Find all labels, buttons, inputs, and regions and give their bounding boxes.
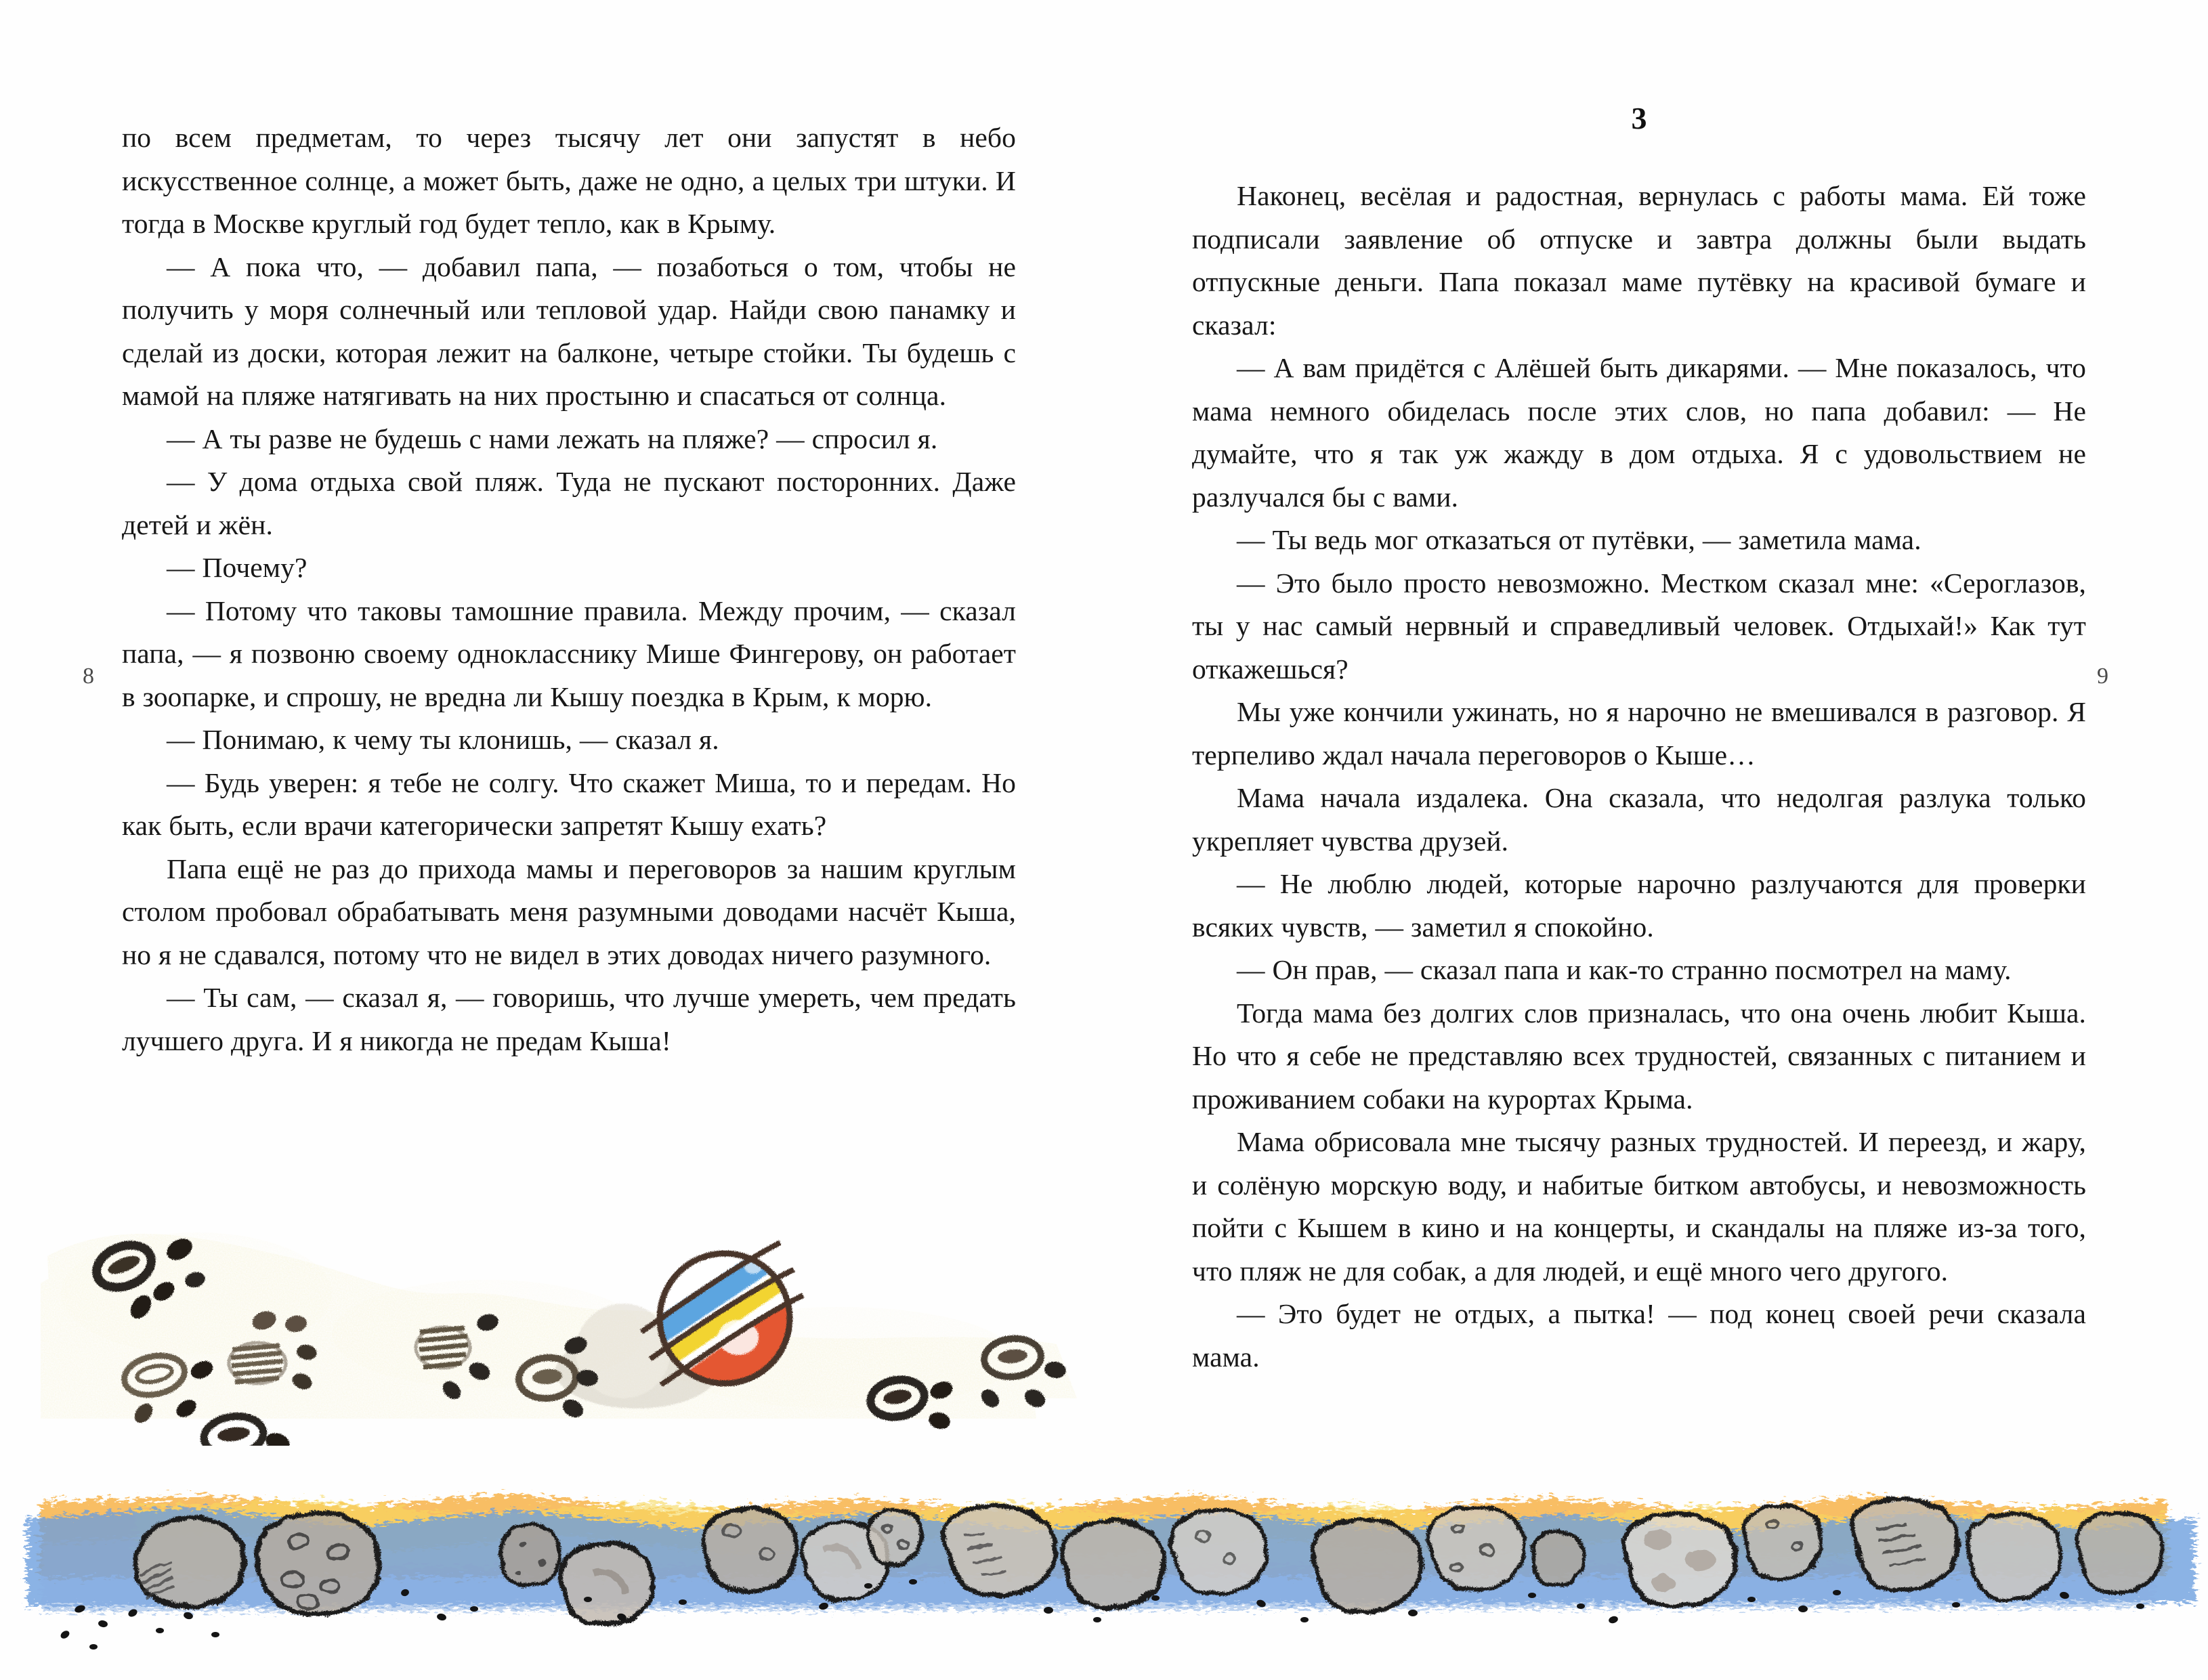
paragraph: по всем предметам, то через тысячу лет они запустят в небо искусственное солнце, а может быть, даже не одно, а целых три штуки. И тогда в Москве круглый год будет тепло, как в Крыму. [122, 122, 1016, 239]
left-page [122, 0, 1070, 1680]
right-page [1192, 0, 2140, 1680]
paragraph: — У дома отдыха свой пляж. Туда не пускают посторонних. Даже детей и жён. [122, 466, 1016, 540]
paragraph: — Потому что таковы тамошние правила. Между прочим, — сказал папа, — я позвоню своему однокласснику Мише Фингерову, он работает в зоопарке, и спрошу, не вредна ли Кышу поездка в Крым, к морю. [122, 595, 1016, 712]
paragraph: — А пока что, — добавил папа, — позаботься о том, чтобы не получить у моря солнечный или тепловой удар. Найди свою панамку и сделай из доски, которая лежит на балконе, четыре стойки. Ты будешь с мамой на пляже натягивать на них простыню и спасаться от солнца. [122, 251, 1016, 411]
chapter-number: 3 [1631, 101, 1647, 135]
paragraph: Мама обрисовала мне тысячу разных трудностей. И переезд, и жару, и солёную морскую воду, и набитые битком автобусы, и невозможность пойти с Кышем в кино и на концерты, и скандалы на пляже из-за того, что пляж не для собак, а для людей, и ещё много чего другого. [1192, 1126, 2086, 1287]
left-page-textblock [122, 116, 1016, 1062]
paragraph: — Ты сам, — сказал я, — говоришь, что лучше умереть, чем предать лучшего друга. И я никогда не предам Кыша! [122, 982, 1016, 1056]
right-page-textblock [1192, 175, 2086, 1379]
paragraph: — Он прав, — сказал папа и как-то странно посмотрел на маму. [1237, 954, 2012, 985]
paragraph: Мы уже кончили ужинать, но я нарочно не вмешивался в разговор. Я терпеливо ждал начала переговоров о Кыше… [1192, 696, 2086, 771]
paragraph: — Ты ведь мог отказаться от путёвки, — заметила мама. [1237, 524, 1922, 555]
paragraph: — Не люблю людей, которые нарочно разлучаются для проверки всяких чувств, — заметил я спокойно. [1192, 868, 2086, 943]
paragraph: — А вам придётся с Алёшей быть дикарями. — Мне показалось, что мама немного обиделась после этих слов, но папа добавил: — Не думайте, что я так уж жажду в дом отдыха. Я с удовольствием не разлучался бы с вами. [1192, 352, 2086, 513]
paragraph: — Почему? [167, 552, 307, 583]
paragraph: — Это будет не отдых, а пытка! — под конец своей речи сказала мама. [1192, 1298, 2086, 1373]
paragraph: Мама начала издалека. Она сказала, что недолгая разлука только укрепляет чувства друзей. [1192, 782, 2086, 857]
paragraph: — А ты разве не будешь с нами лежать на пляже? — спросил я. [167, 423, 938, 454]
page-number-left: 8 [83, 664, 94, 689]
page-number-right: 9 [2097, 664, 2108, 689]
paragraph: Папа ещё не раз до прихода мамы и переговоров за нашим круглым столом пробовал обрабатывать меня разумными доводами насчёт Кыша, но я не сдавался, потому что не видел в этих доводах ничего разумного. [122, 853, 1016, 970]
paragraph: Наконец, весёлая и радостная, вернулась с работы мама. Ей тоже подписали заявление об отпуске и завтра должны были выдать отпускные деньги. Папа показал маме путёвку на красивой бумаге и сказал: [1192, 180, 2086, 341]
paragraph: Тогда мама без долгих слов призналась, что она очень любит Кыша. Но что я себе не представляю всех трудностей, связанных с питанием и проживанием собаки на курортах Крыма. [1192, 997, 2086, 1115]
paragraph: — Это было просто невозможно. Местком сказал мне: «Сероглазов, ты у нас самый нервный и справедливый человек. Отдыхай!» Как тут откажешься? [1192, 567, 2086, 685]
paragraph: — Понимаю, к чему ты клонишь, — сказал я. [167, 724, 719, 755]
paragraph: — Будь уверен: я тебе не солгу. Что скажет Миша, то и передам. Но как быть, если врачи категорически запретят Кышу ехать? [122, 767, 1016, 841]
